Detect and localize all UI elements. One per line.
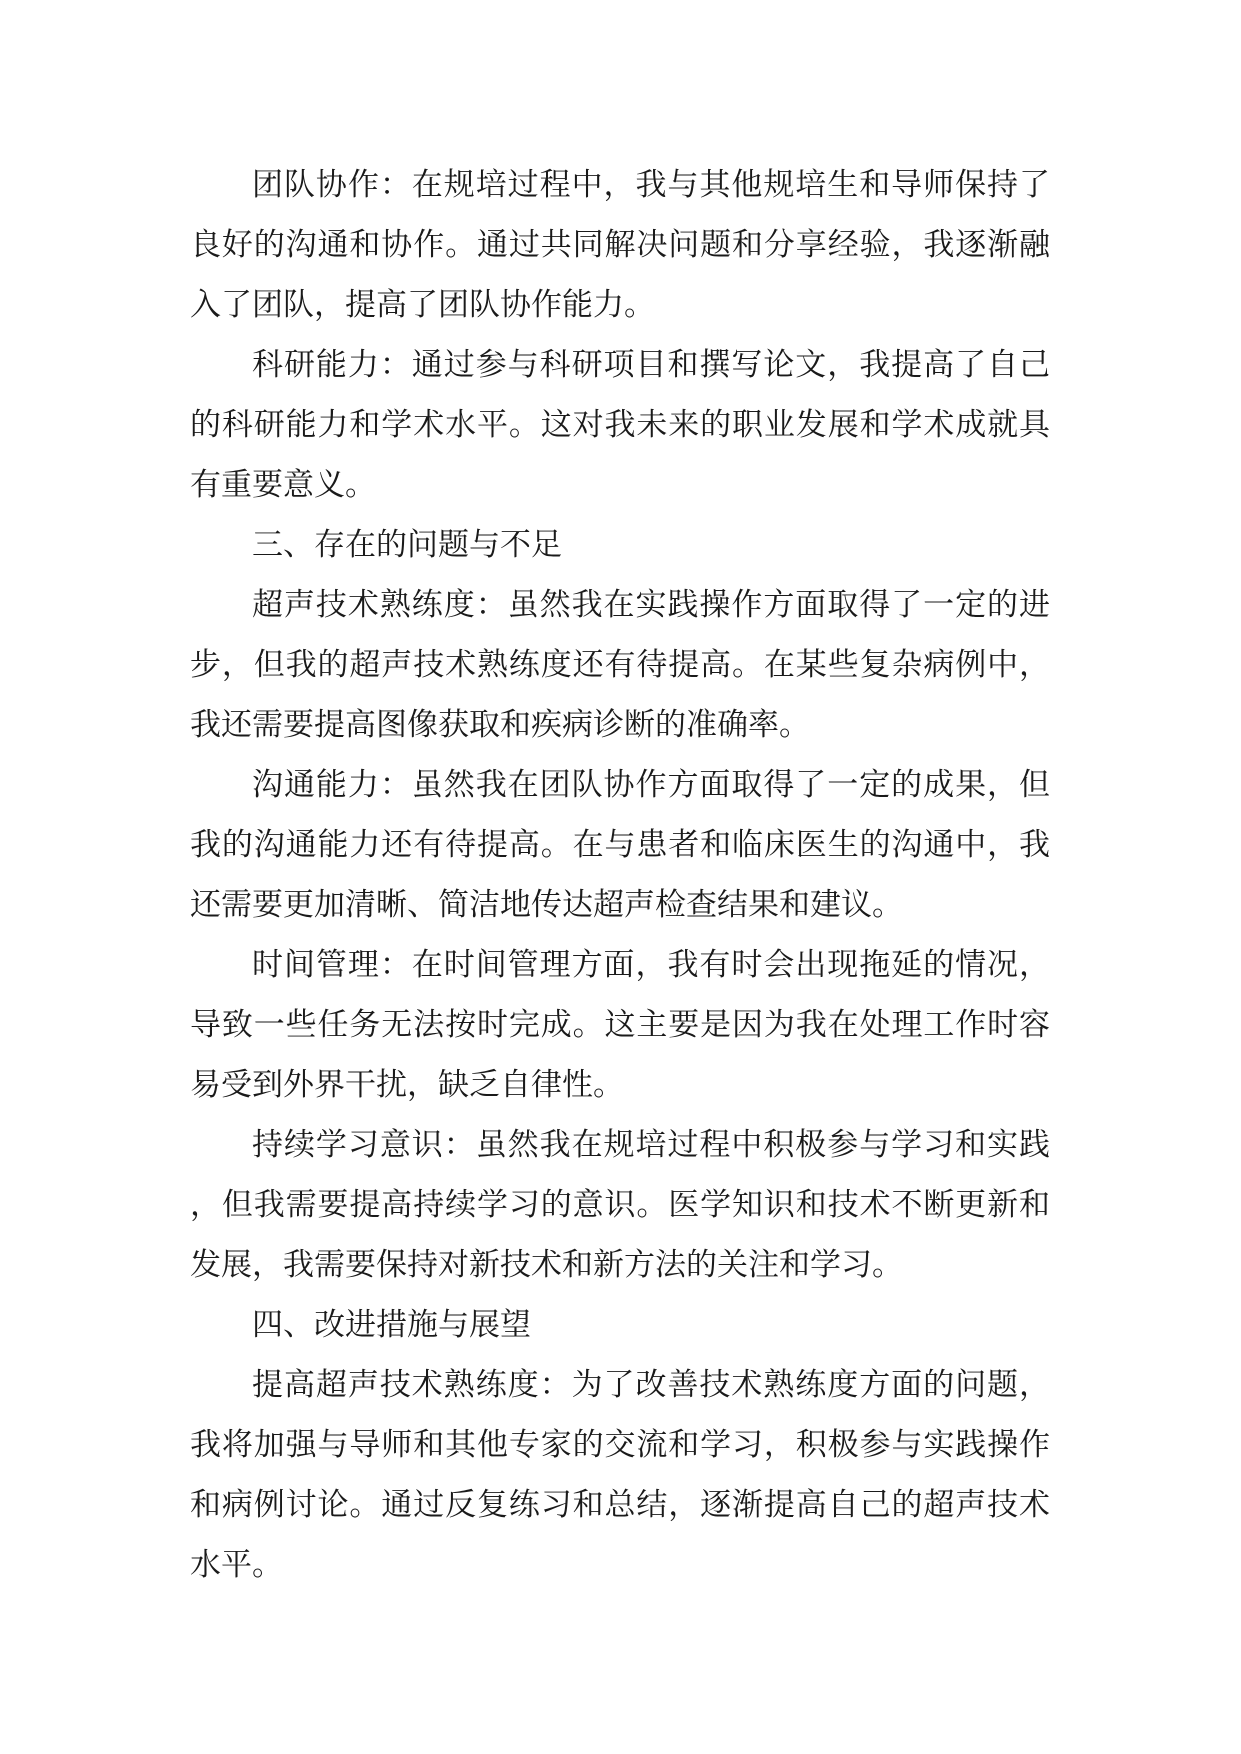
paragraph-continuous-learning: 持续学习意识：虽然我在规培过程中积极参与学习和实践，但我需要提高持续学习的意识。医学知识和技术不断更新和发展，我需要保持对新技术和新方法的关注和学习。 [190, 1127, 1050, 1283]
section-heading-improvements: 四、改进措施与展望 [252, 1307, 531, 1343]
paragraph-communication: 沟通能力：虽然我在团队协作方面取得了一定的成果，但我的沟通能力还有待提高。在与患者和临床医生的沟通中，我还需要更加清晰、简洁地传达超声检查结果和建议。 [190, 767, 1050, 923]
paragraph-improve-proficiency: 提高超声技术熟练度：为了改善技术熟练度方面的问题，我将加强与导师和其他专家的交流和学习，积极参与实践操作和病例讨论。通过反复练习和总结，逐渐提高自己的超声技术水平。 [190, 1367, 1050, 1583]
paragraph-research-ability: 科研能力：通过参与科研项目和撰写论文，我提高了自己的科研能力和学术水平。这对我未来的职业发展和学术成就具有重要意义。 [190, 347, 1050, 503]
section-heading-problems: 三、存在的问题与不足 [252, 527, 562, 563]
paragraph-teamwork: 团队协作：在规培过程中，我与其他规培生和导师保持了良好的沟通和协作。通过共同解决问题和分享经验，我逐渐融入了团队，提高了团队协作能力。 [190, 167, 1050, 323]
document-body [190, 155, 1050, 1595]
paragraph-ultrasound-proficiency: 超声技术熟练度：虽然我在实践操作方面取得了一定的进步，但我的超声技术熟练度还有待提高。在某些复杂病例中，我还需要提高图像获取和疾病诊断的准确率。 [190, 587, 1050, 743]
paragraph-time-management: 时间管理：在时间管理方面，我有时会出现拖延的情况，导致一些任务无法按时完成。这主要是因为我在处理工作时容易受到外界干扰，缺乏自律性。 [190, 947, 1050, 1103]
